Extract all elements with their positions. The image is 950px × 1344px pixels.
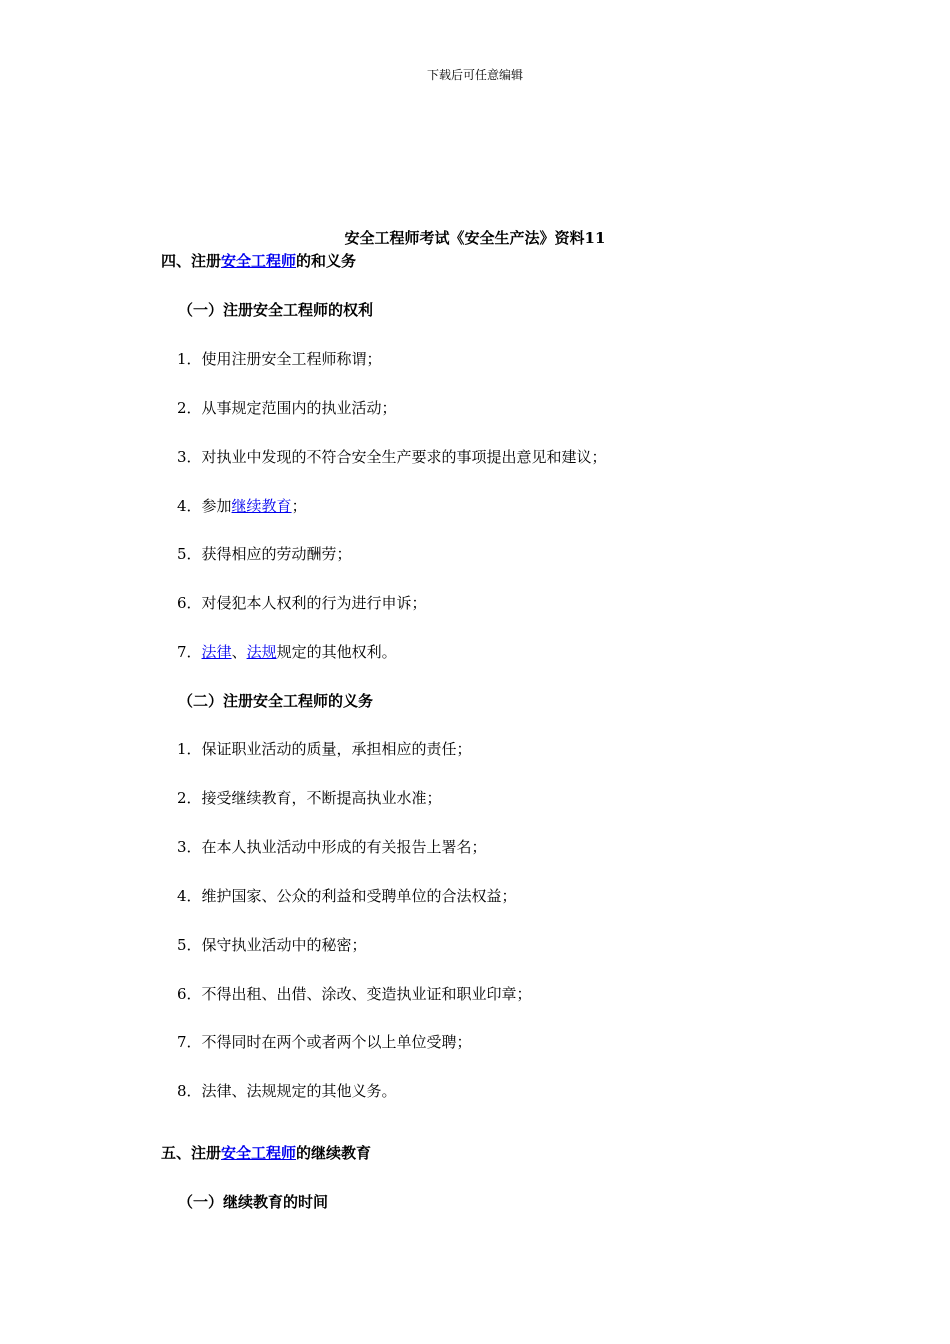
duties-item-8: 8．法律、法规规定的其他义务。 [177, 1082, 397, 1100]
section-5-link-safety-engineer[interactable]: 安全工程师 [221, 1144, 297, 1162]
rights-item-6: 6．对侵犯本人权利的行为进行申诉； [177, 594, 427, 612]
section-5-suffix: 的继续教育 [296, 1144, 372, 1162]
rights-item-3: 3．对执业中发现的不符合安全生产要求的事项提出意见和建议； [177, 448, 607, 466]
section-4-prefix: 四、注册 [161, 252, 222, 270]
rights-item-4-suffix: ； [291, 497, 307, 515]
duties-item-2: 2．接受继续教育，不断提高执业水准； [177, 789, 442, 807]
section-5-heading [161, 1143, 371, 1163]
duties-item-5: 5．保守执业活动中的秘密； [177, 936, 367, 954]
rights-item-5: 5．获得相应的劳动酬劳； [177, 545, 352, 563]
section-4-heading [161, 251, 356, 271]
rights-item-4-prefix: 4．参加 [177, 497, 232, 515]
section-4-link-safety-engineer[interactable]: 安全工程师 [221, 252, 297, 270]
rights-item-7-prefix: 7． [177, 643, 202, 661]
duties-item-7: 7．不得同时在两个或者两个以上单位受聘； [177, 1033, 472, 1051]
section-4-suffix: 的和义务 [296, 252, 357, 270]
duties-item-1: 1．保证职业活动的质量，承担相应的责任； [177, 740, 472, 758]
continuing-education-time-heading: （一）继续教育的时间 [178, 1193, 329, 1211]
duties-item-3: 3．在本人执业活动中形成的有关报告上署名； [177, 838, 487, 856]
continuing-education-link[interactable]: 继续教育 [231, 497, 292, 515]
document-title: 安全工程师考试《安全生产法》资料11 [344, 229, 606, 247]
duties-item-6: 6．不得出租、出借、涂改、变造执业证和职业印章； [177, 985, 532, 1003]
rights-item-4 [177, 496, 307, 516]
rights-item-2: 2．从事规定范围内的执业活动； [177, 399, 397, 417]
law-link[interactable]: 法律 [201, 643, 232, 661]
section-5-prefix: 五、注册 [161, 1144, 222, 1162]
duties-item-4: 4．维护国家、公众的利益和受聘单位的合法权益； [177, 887, 517, 905]
regulation-link[interactable]: 法规 [246, 643, 277, 661]
header-note: 下载后可任意编辑 [426, 68, 523, 82]
duties-heading: （二）注册安全工程师的义务 [178, 692, 374, 710]
rights-item-1: 1．使用注册安全工程师称谓； [177, 350, 382, 368]
rights-item-7-suffix: 规定的其他权利。 [276, 643, 397, 661]
rights-heading: （一）注册安全工程师的权利 [178, 301, 374, 319]
rights-item-7 [177, 642, 397, 662]
rights-item-7-separator: 、 [231, 643, 247, 661]
